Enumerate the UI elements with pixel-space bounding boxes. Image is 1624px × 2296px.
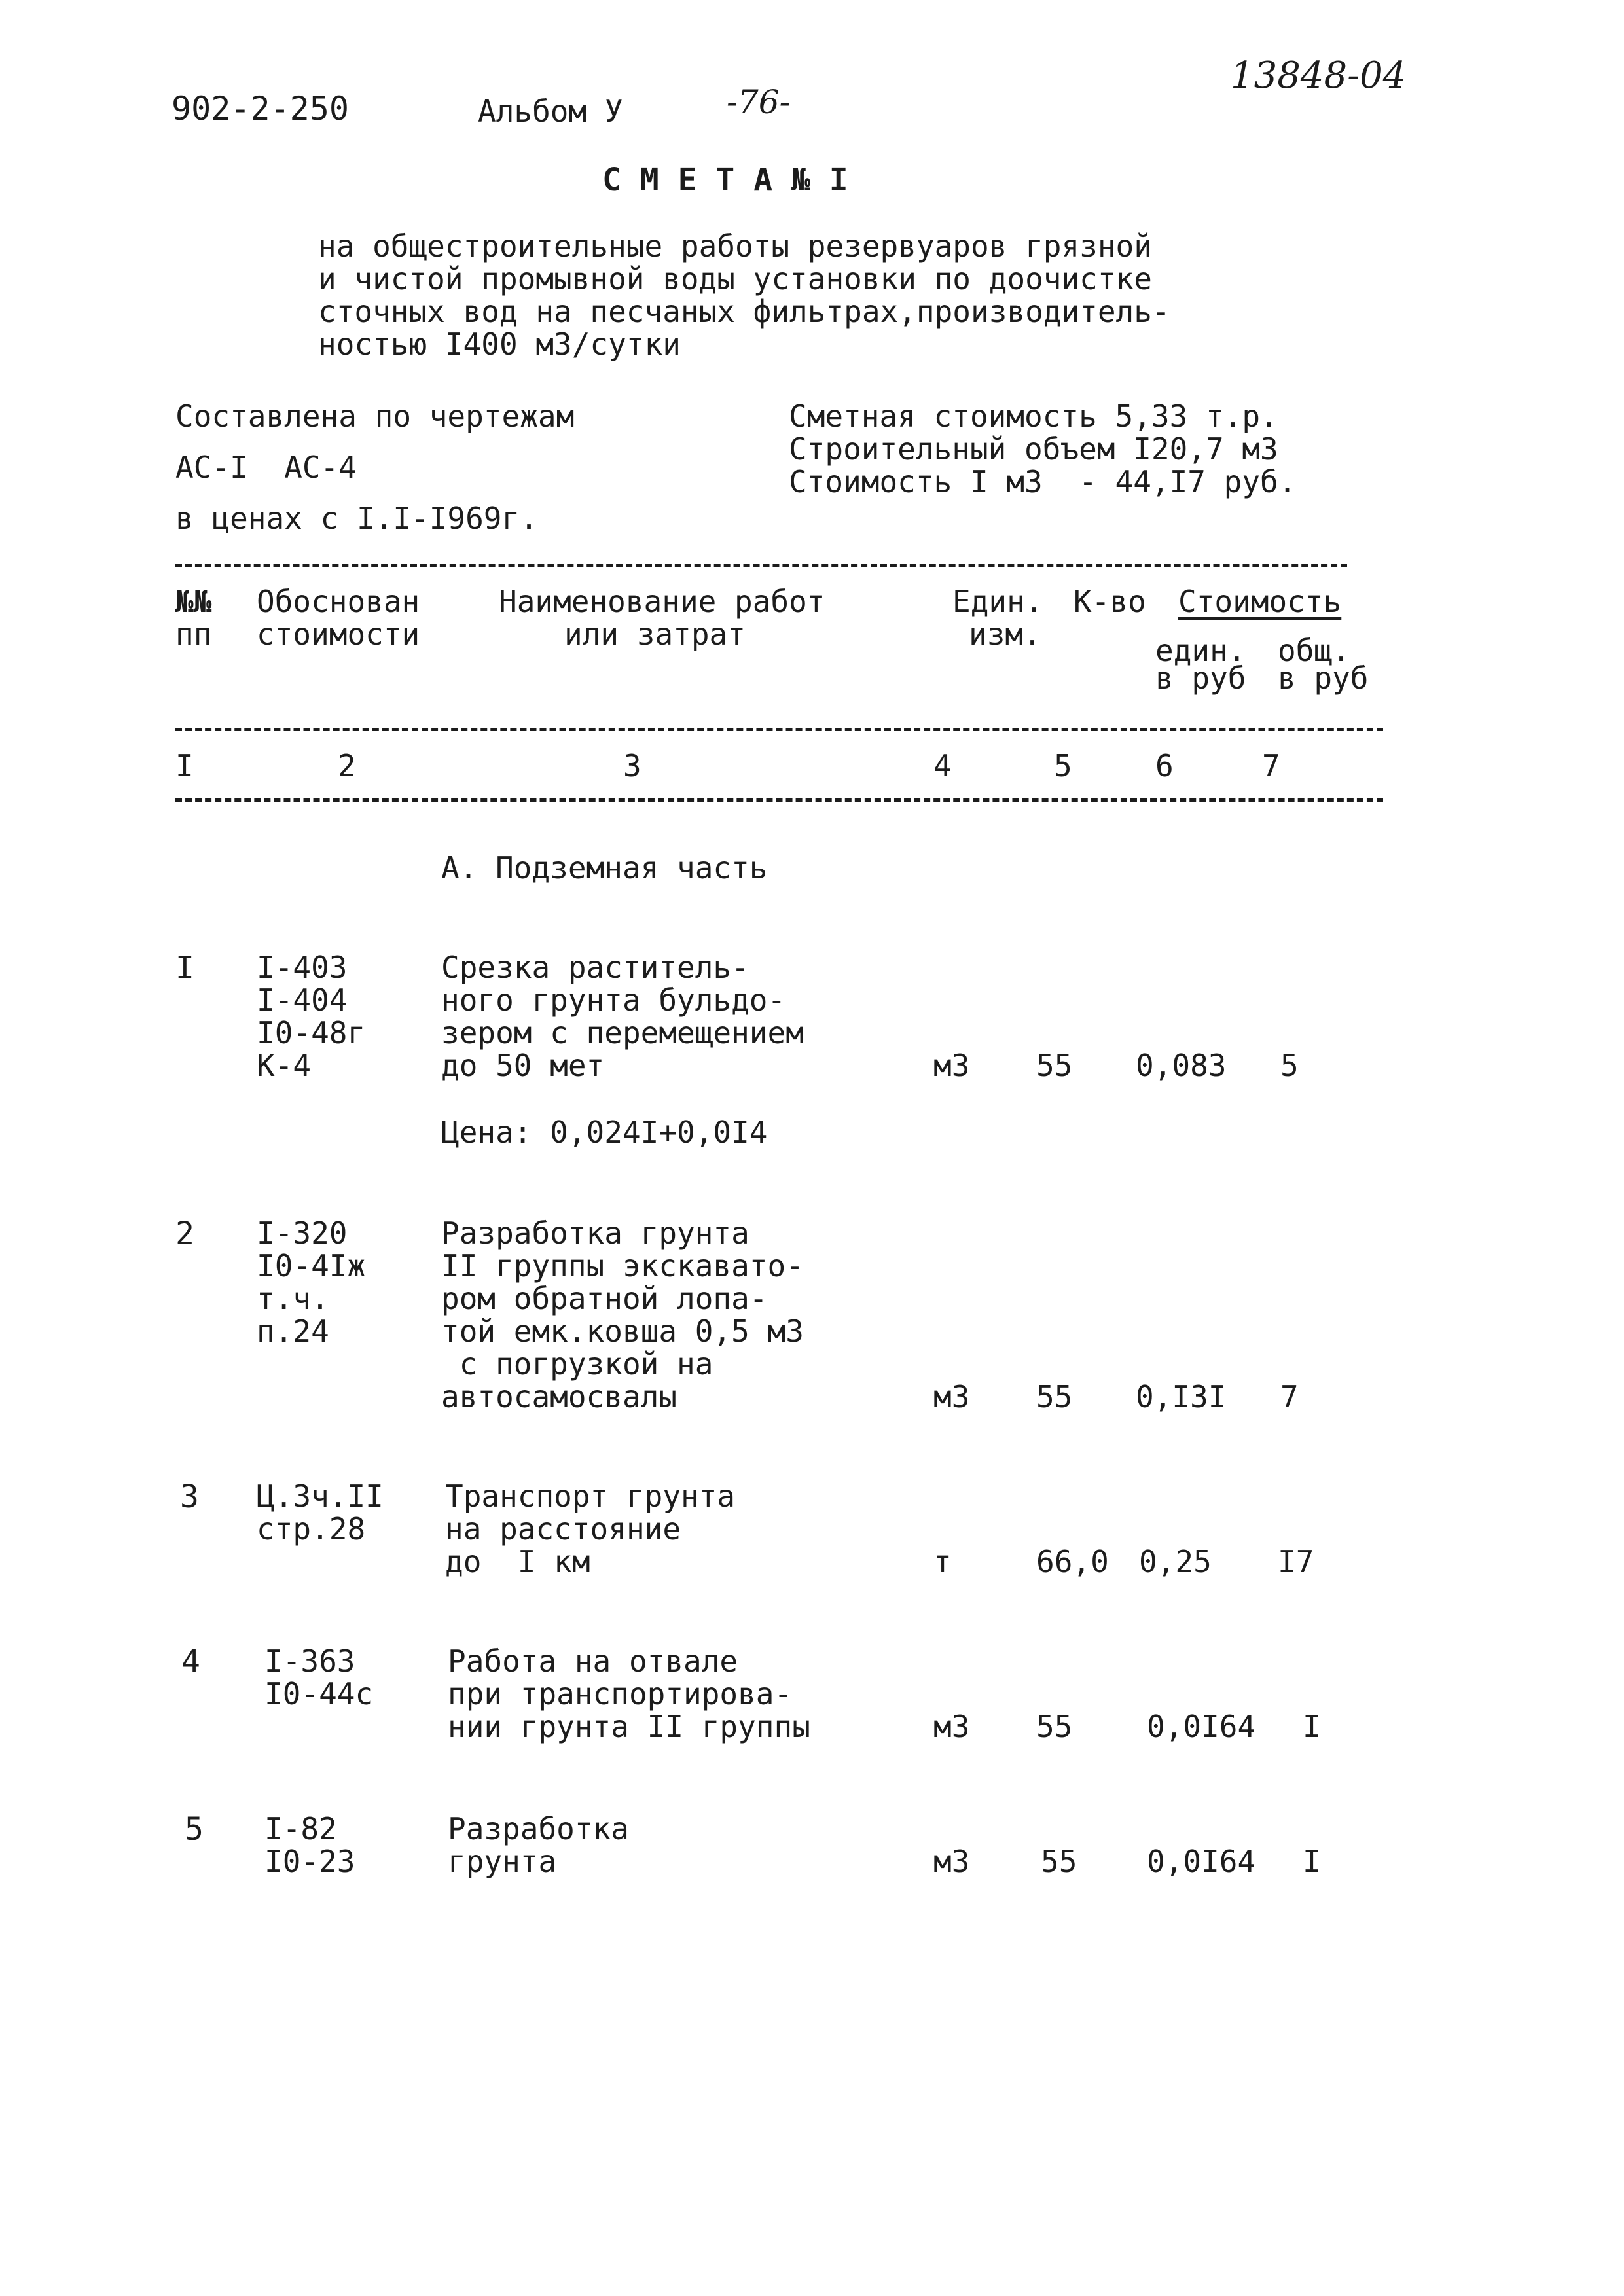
row2-qty: 55 <box>1036 1379 1073 1414</box>
price-basis: в ценах с I.I-I969г. <box>175 501 538 536</box>
row1-name-2: ного грунта бульдо- <box>441 982 786 1018</box>
row3-basis-2: стр.28 <box>257 1511 366 1547</box>
colnum-bottom-rule <box>175 798 1383 802</box>
table-top-rule <box>175 564 1347 567</box>
compiled-by: Составлена по чертежам <box>175 399 575 434</box>
row1-num: I <box>175 950 194 986</box>
row4-basis-1: I-363 <box>264 1643 355 1679</box>
document-number: 902-2-250 <box>171 90 349 128</box>
header-col1-line2: пп <box>175 617 212 652</box>
row5-basis-2: I0-23 <box>264 1844 355 1879</box>
header-col4-line1: Един. <box>952 584 1043 619</box>
row3-unit: т <box>933 1544 952 1579</box>
header-col7-line2: в руб <box>1278 660 1369 696</box>
header-col2-line2: стоимости <box>257 617 420 652</box>
header-col2-line1: Обоснован <box>257 584 420 619</box>
row2-unit: м3 <box>933 1379 970 1414</box>
row3-name-2: на расстояние <box>445 1511 681 1547</box>
row3-name-3: до I км <box>445 1544 590 1579</box>
colnum-1: I <box>175 748 194 783</box>
row1-total: 5 <box>1280 1048 1299 1083</box>
row5-qty: 55 <box>1041 1844 1077 1879</box>
header-col7-line1: общ. <box>1278 633 1350 668</box>
colnum-5: 5 <box>1054 748 1072 783</box>
cost-per-m3: Стоимость I м3 - 44,I7 руб. <box>789 464 1297 499</box>
row1-note: Цена: 0,024I+0,0I4 <box>441 1115 768 1150</box>
colnum-4: 4 <box>933 748 952 783</box>
description-line-1: на общестроительные работы резервуаров грязной <box>318 228 1152 264</box>
row2-name-2: II группы экскавато- <box>441 1248 804 1283</box>
construction-volume: Строительный объем I20,7 м3 <box>789 431 1278 467</box>
colnum-7: 7 <box>1262 748 1280 783</box>
header-col3-line2: или затрат <box>564 617 746 652</box>
row1-name-4: до 50 мет <box>441 1048 605 1083</box>
colnum-6: 6 <box>1155 748 1174 783</box>
row5-unit: м3 <box>933 1844 970 1879</box>
description-line-3: сточных вод на песчаных фильтрах,производитель- <box>318 294 1170 329</box>
row4-name-2: при транспортирова- <box>448 1676 793 1712</box>
row1-name-1: Срезка раститель- <box>441 950 749 985</box>
header-col4-line2: изм. <box>969 617 1041 652</box>
description-line-2: и чистой промывной воды установки по доочистке <box>318 261 1152 296</box>
row3-num: 3 <box>180 1479 199 1515</box>
row2-basis-4: п.24 <box>257 1314 329 1349</box>
row4-unit-cost: 0,0I64 <box>1147 1709 1256 1744</box>
archive-number: 13848-04 <box>1231 54 1407 97</box>
row2-name-5: с погрузкой на <box>441 1346 713 1382</box>
row2-total: 7 <box>1280 1379 1299 1414</box>
section-title: А. Подземная часть <box>441 850 768 886</box>
row2-unit-cost: 0,I3I <box>1136 1379 1227 1414</box>
page-title: С М Е Т А № I <box>602 162 848 198</box>
row3-qty: 66,0 <box>1036 1544 1109 1579</box>
row2-num: 2 <box>175 1215 194 1252</box>
row5-basis-1: I-82 <box>264 1811 337 1846</box>
description-line-4: ностью I400 м3/сутки <box>318 327 681 362</box>
row5-total: I <box>1303 1844 1321 1879</box>
estimated-cost: Сметная стоимость 5,33 т.р. <box>789 399 1278 434</box>
row1-unit-cost: 0,083 <box>1136 1048 1227 1083</box>
row5-unit-cost: 0,0I64 <box>1147 1844 1256 1879</box>
row4-total: I <box>1303 1709 1321 1744</box>
row2-basis-1: I-320 <box>257 1215 348 1251</box>
row5-name-1: Разработка <box>448 1811 629 1846</box>
row3-name-1: Транспорт грунта <box>445 1479 736 1514</box>
header-col3-line1: Наименование работ <box>499 584 825 619</box>
page-number: -76- <box>727 83 791 121</box>
row4-basis-2: I0-44с <box>264 1676 374 1712</box>
row3-total: I7 <box>1278 1544 1314 1579</box>
row4-name-3: нии грунта II группы <box>448 1709 810 1744</box>
row2-basis-3: т.ч. <box>257 1281 329 1316</box>
header-bottom-rule <box>175 728 1383 731</box>
header-col1-line1: №№ <box>175 584 212 619</box>
row4-qty: 55 <box>1036 1709 1073 1744</box>
header-col5: К-во <box>1074 584 1146 619</box>
row1-basis-1: I-403 <box>257 950 348 985</box>
row3-unit-cost: 0,25 <box>1139 1544 1212 1579</box>
row1-unit: м3 <box>933 1048 970 1083</box>
album-label: Альбом У <box>478 94 623 129</box>
header-cost-title: Стоимость <box>1178 584 1342 619</box>
row2-name-4: той емк.ковша 0,5 м3 <box>441 1314 804 1349</box>
colnum-3: 3 <box>623 748 641 783</box>
row2-basis-2: I0-4Iж <box>257 1248 366 1283</box>
drawings-ref: АС-I АС-4 <box>175 450 357 485</box>
row3-basis-1: Ц.3ч.II <box>257 1479 384 1514</box>
row1-basis-2: I-404 <box>257 982 348 1018</box>
row4-num: 4 <box>181 1643 200 1680</box>
row2-name-1: Разработка грунта <box>441 1215 749 1251</box>
row4-name-1: Работа на отвале <box>448 1643 738 1679</box>
row2-name-3: ром обратной лопа- <box>441 1281 768 1316</box>
colnum-2: 2 <box>338 748 356 783</box>
row1-basis-4: К-4 <box>257 1048 312 1083</box>
row1-name-3: зером с перемещением <box>441 1015 804 1050</box>
row1-qty: 55 <box>1036 1048 1073 1083</box>
row5-num: 5 <box>185 1811 204 1848</box>
header-col6-line1: един. <box>1155 633 1246 668</box>
row5-name-2: грунта <box>448 1844 557 1879</box>
row4-unit: м3 <box>933 1709 970 1744</box>
row1-basis-3: I0-48г <box>257 1015 366 1050</box>
header-col6-line2: в руб <box>1155 660 1246 696</box>
row2-name-6: автосамосвалы <box>441 1379 677 1414</box>
